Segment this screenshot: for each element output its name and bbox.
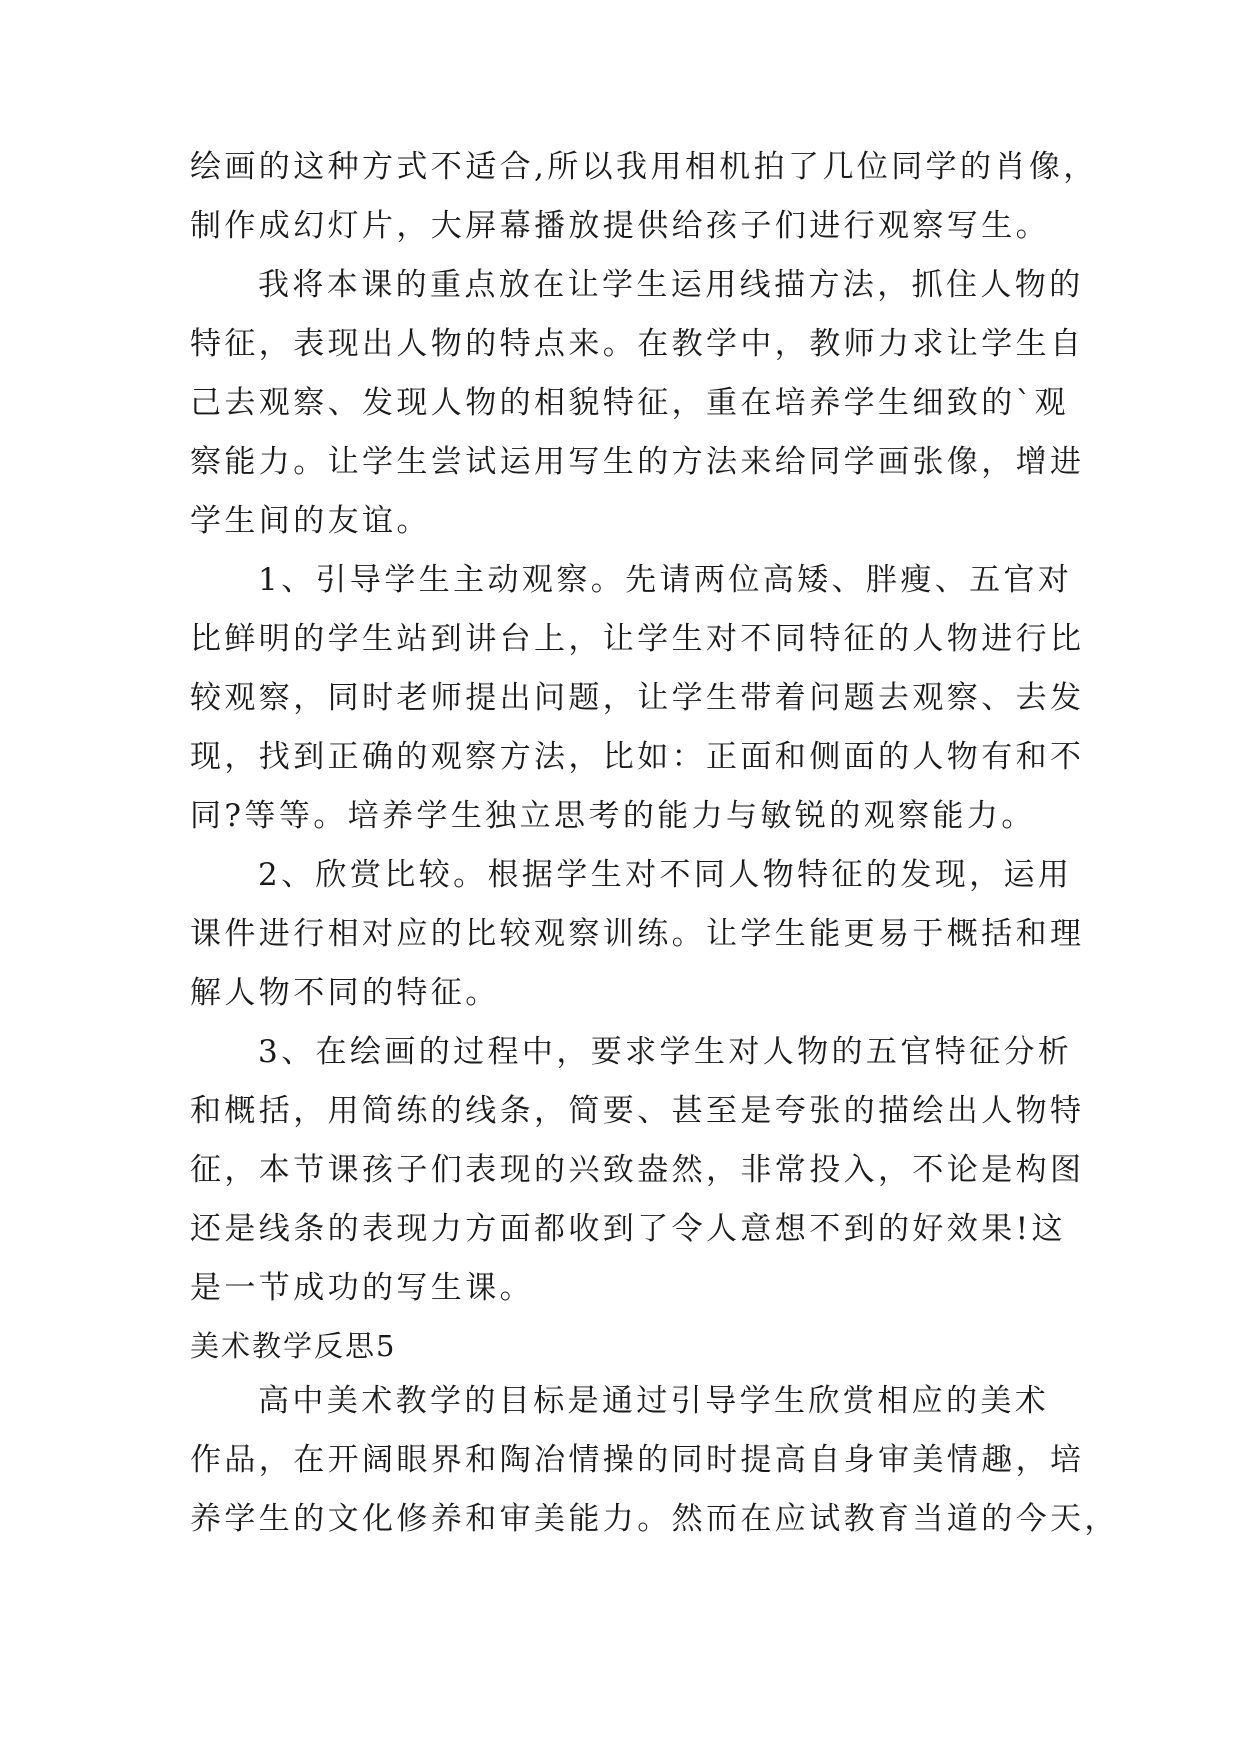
paragraph: [190, 1023, 1085, 1318]
text-line: 己去观察、发现人物的相貌特征，重在培养学生细致的`观: [190, 385, 1069, 421]
heading-text: 美术教学反思5: [190, 1329, 397, 1363]
text-line: 高中美术教学的目标是通过引导学生欣赏相应的美术: [258, 1383, 1050, 1419]
paragraph: [190, 1372, 1119, 1549]
text-line: 和概括，用简练的线条，简要、甚至是夸张的描绘出人物特: [190, 1093, 1085, 1129]
text-line: 较观察，同时老师提出问题，让学生带着问题去观察、去发: [190, 680, 1085, 716]
document-page: [190, 138, 1119, 1549]
text-line: 作品，在开阔眼界和陶冶情操的同时提高自身审美情趣，培: [190, 1442, 1085, 1478]
text-line: 察能力。让学生尝试运用写生的方法来给同学画张像，增进: [190, 444, 1085, 480]
text-line: 还是线条的表现力方面都收到了令人意想不到的好效果!这: [190, 1211, 1066, 1247]
paragraph: [190, 138, 1098, 256]
text-line: 绘画的这种方式不适合,所以我用相机拍了几位同学的肖像，: [190, 149, 1098, 185]
text-line: 我将本课的重点放在让学生运用线描方法，抓住人物的: [258, 267, 1084, 303]
text-line: 学生间的友谊。: [190, 503, 431, 539]
text-line: 征，本节课孩子们表现的兴致盎然，非常投入，不论是构图: [190, 1152, 1085, 1188]
text-line: 3、在绘画的过程中，要求学生对人物的五官特征分析: [258, 1034, 1073, 1070]
text-line: 同?等等。培养学生独立思考的能力与敏锐的观察能力。: [190, 798, 1036, 834]
text-line: 特征，表现出人物的特点来。在教学中，教师力求让学生自: [190, 326, 1085, 362]
text-line: 1、引导学生主动观察。先请两位高矮、胖瘦、五官对: [258, 562, 1073, 598]
paragraph: [190, 551, 1085, 846]
text-line: 是一节成功的写生课。: [190, 1270, 534, 1306]
text-line: 现，找到正确的观察方法，比如：正面和侧面的人物有和不: [190, 739, 1085, 775]
paragraph: [190, 256, 1085, 551]
section-heading: [190, 1320, 1070, 1372]
text-line: 2、欣赏比较。根据学生对不同人物特征的发现，运用: [258, 857, 1073, 893]
text-line: 课件进行相对应的比较观察训练。让学生能更易于概括和理: [190, 916, 1085, 952]
text-line: 养学生的文化修养和审美能力。然而在应试教育当道的今天，: [190, 1501, 1119, 1537]
text-line: 制作成幻灯片，大屏幕播放提供给孩子们进行观察写生。: [190, 208, 1050, 244]
text-line: 解人物不同的特征。: [190, 975, 500, 1011]
text-line: 比鲜明的学生站到讲台上，让学生对不同特征的人物进行比: [190, 621, 1085, 657]
paragraph: [190, 846, 1085, 1023]
